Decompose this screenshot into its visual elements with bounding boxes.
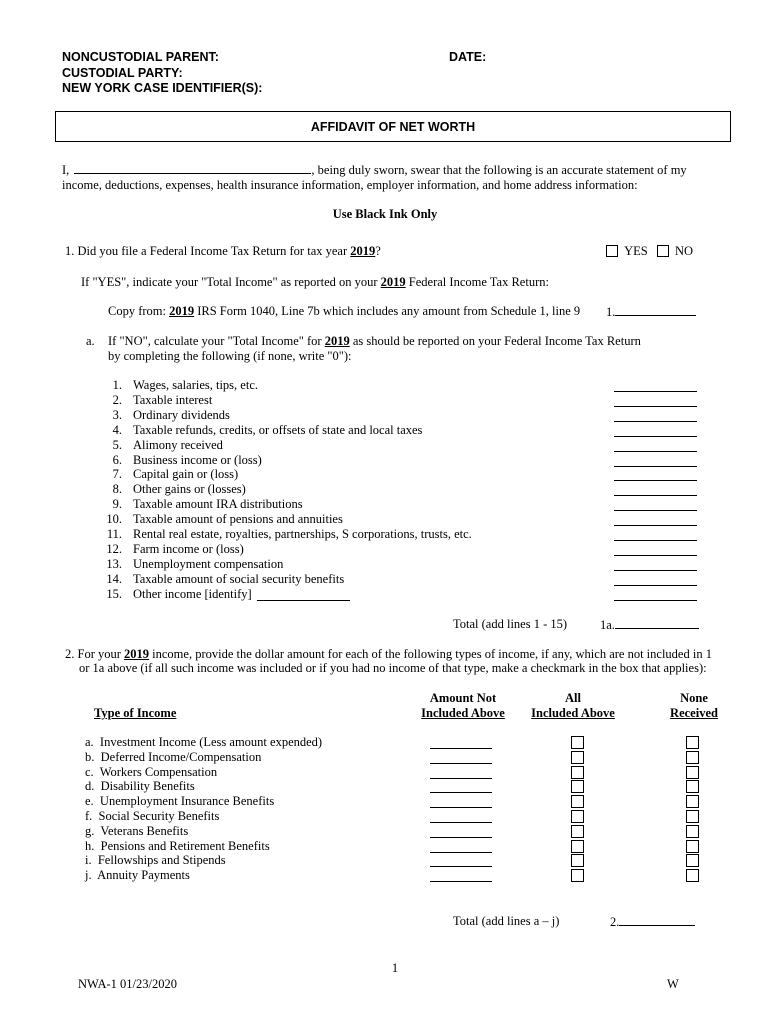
no-checkbox[interactable] [657, 245, 669, 257]
type-income-amount-field[interactable] [430, 837, 492, 838]
col-all-header-1: All [565, 691, 581, 705]
type-income-label: d. Disability Benefits [85, 779, 195, 794]
q1-text [65, 244, 381, 259]
total-1a-number: 1a. [600, 618, 615, 632]
copy-from-text [108, 304, 580, 319]
none-received-checkbox[interactable] [686, 751, 699, 764]
income-item-label: Other gains or (losses) [133, 482, 246, 497]
income-item-number: 5. [112, 437, 122, 452]
income-item-label: Taxable refunds, credits, or offsets of state and local taxes [133, 422, 423, 437]
all-included-checkbox[interactable] [571, 825, 584, 838]
income-item-number: 8. [112, 482, 122, 497]
q1-qmark: ? [375, 244, 381, 258]
line-1-number: 1. [606, 305, 616, 319]
income-item-number: 3. [112, 407, 122, 422]
q1a-pre: If "NO", calculate your "Total Income" for [108, 334, 325, 348]
income-item-number: 1. [112, 378, 122, 392]
total-1a-label: Total (add lines 1 - 15) [453, 617, 568, 631]
type-income-label: a. Investment Income (Less amount expended) [85, 735, 323, 749]
type-income-label: h. Pensions and Retirement Benefits [85, 838, 270, 853]
q1a-letter: a. [86, 334, 95, 348]
q1a-line-2: by completing the following (if none, write "0"): [108, 349, 352, 363]
type-income-amount-field[interactable] [430, 822, 492, 823]
income-item-amount-field[interactable] [614, 555, 697, 556]
income-item-amount-field[interactable] [614, 436, 697, 437]
col-none-header-1: None [680, 691, 708, 705]
type-income-amount-field[interactable] [430, 792, 492, 793]
income-item-label: Capital gain or (loss) [133, 467, 239, 482]
intro-i: I, [62, 163, 70, 177]
income-item-number: 12. [106, 541, 122, 556]
name-field[interactable] [74, 162, 311, 174]
income-item-number: 6. [112, 452, 122, 467]
income-item-amount-field[interactable] [614, 421, 697, 422]
other-income-identify-field[interactable] [257, 600, 350, 601]
income-item-number: 13. [106, 556, 122, 571]
none-received-checkbox[interactable] [686, 810, 699, 823]
income-item-number: 10. [106, 512, 122, 527]
type-income-label: g. Veterans Benefits [85, 823, 189, 838]
none-received-checkbox[interactable] [686, 795, 699, 808]
none-received-checkbox[interactable] [686, 869, 699, 882]
type-income-label: i. Fellowships and Stipends [85, 853, 226, 868]
income-item-number: 4. [112, 422, 122, 437]
all-included-checkbox[interactable] [571, 854, 584, 867]
income-item-label: Taxable amount of social security benefits [133, 571, 345, 586]
income-item-amount-field[interactable] [614, 391, 697, 392]
type-income-amount-field[interactable] [430, 881, 492, 882]
type-income-label: c. Workers Compensation [85, 764, 218, 779]
col-amount-header-2: Included Above [421, 706, 505, 720]
title-box [55, 111, 731, 142]
if-yes-pre: If "YES", indicate your "Total Income" as reported on your [81, 275, 381, 289]
income-item-label: Wages, salaries, tips, etc. [133, 378, 258, 392]
income-item-label: Rental real estate, royalties, partnerships, S corporations, trusts, etc. [133, 527, 472, 541]
income-item-number: 11. [106, 527, 122, 541]
income-item-label: Ordinary dividends [133, 407, 230, 422]
type-income-amount-field[interactable] [430, 778, 492, 779]
q1-prompt: 1. Did you file a Federal Income Tax Return for tax year [65, 244, 351, 258]
page-title: AFFIDAVIT OF NET WORTH [310, 120, 476, 134]
income-item-amount-field[interactable] [614, 525, 697, 526]
all-included-checkbox[interactable] [571, 840, 584, 853]
yes-checkbox[interactable] [606, 245, 618, 257]
all-included-checkbox[interactable] [571, 766, 584, 779]
custodial-party-label: CUSTODIAL PARTY: [62, 66, 183, 80]
q1a-post: as should be reported on your Federal Income Tax Return [349, 334, 641, 348]
no-label: NO [675, 244, 694, 258]
income-item-number: 7. [112, 467, 122, 482]
if-yes-post: Federal Income Tax Return: [405, 275, 549, 289]
col-type-header: Type of Income [94, 706, 177, 720]
income-item-label: Alimony received [133, 437, 223, 452]
q2-line-1 [65, 647, 712, 662]
intro-line-1 [62, 162, 687, 178]
q2-post: income, provide the dollar amount for each of the following types of income, if any, which are not included in 1 [149, 647, 712, 661]
income-item-number: 14. [106, 571, 122, 586]
income-item-amount-field[interactable] [614, 585, 697, 586]
income-item-amount-field[interactable] [614, 600, 697, 601]
none-received-checkbox[interactable] [686, 840, 699, 853]
income-item-number: 9. [112, 497, 122, 512]
type-income-amount-field[interactable] [430, 852, 492, 853]
income-item-label: Unemployment compensation [133, 556, 284, 571]
copy-year: 2019 [169, 304, 195, 318]
all-included-checkbox[interactable] [571, 810, 584, 823]
page-number: 1 [391, 961, 399, 975]
none-received-checkbox[interactable] [686, 780, 699, 793]
col-all-header-2: Included Above [531, 706, 615, 720]
yes-label: YES [624, 244, 648, 258]
q1-options [606, 244, 693, 259]
ink-note: Use Black Ink Only [332, 207, 438, 221]
q2-line-2: or 1a above (if all such income was included or if you had no income of that type, make a checkmark in the box that applies): [79, 661, 707, 675]
footer-mark: W [667, 977, 679, 991]
q2-year: 2019 [124, 647, 150, 661]
q2-pre: 2. For your [65, 647, 125, 661]
type-income-label: b. Deferred Income/Compensation [85, 749, 262, 764]
case-identifier-label: NEW YORK CASE IDENTIFIER(S): [62, 81, 263, 95]
none-received-checkbox[interactable] [686, 854, 699, 867]
all-included-checkbox[interactable] [571, 795, 584, 808]
income-item-label: Farm income or (loss) [133, 541, 244, 556]
col-amount-header-1: Amount Not [429, 691, 497, 705]
type-income-amount-field[interactable] [430, 748, 492, 749]
date-label: DATE: [449, 50, 487, 64]
line-1-entry [606, 304, 696, 320]
income-item-number: 15. [106, 586, 122, 601]
all-included-checkbox[interactable] [571, 751, 584, 764]
q1a-year: 2019 [324, 334, 350, 348]
line-1-field[interactable] [615, 304, 696, 316]
none-received-checkbox[interactable] [686, 825, 699, 838]
type-income-amount-field[interactable] [430, 866, 492, 867]
type-income-amount-field[interactable] [430, 807, 492, 808]
none-received-checkbox[interactable] [686, 766, 699, 779]
all-included-checkbox[interactable] [571, 736, 584, 749]
income-item-label: Other income [identify] [133, 586, 252, 601]
all-included-checkbox[interactable] [571, 780, 584, 793]
if-yes-text [81, 275, 549, 290]
copy-post: IRS Form 1040, Line 7b which includes any amount from Schedule 1, line 9 [194, 304, 581, 318]
form-id: NWA-1 01/23/2020 [78, 977, 177, 991]
income-item-label: Taxable interest [133, 392, 213, 407]
total-2-number: 2. [610, 915, 620, 929]
col-none-header-2: Received [670, 706, 718, 720]
copy-pre: Copy from: [108, 304, 170, 318]
income-item-amount-field[interactable] [614, 451, 697, 452]
income-item-amount-field[interactable] [614, 510, 697, 511]
q1-year: 2019 [350, 244, 376, 258]
income-item-amount-field[interactable] [614, 406, 697, 407]
total-1a-field[interactable] [615, 617, 699, 629]
type-income-label: f. Social Security Benefits [85, 809, 220, 823]
income-item-amount-field[interactable] [614, 480, 697, 481]
total-2-label: Total (add lines a – j) [453, 914, 560, 928]
income-item-amount-field[interactable] [614, 466, 697, 467]
noncustodial-parent-label: NONCUSTODIAL PARENT: [62, 50, 219, 64]
income-item-label: Business income or (loss) [133, 452, 262, 467]
total-2-field[interactable] [619, 914, 695, 926]
intro-line-2: income, deductions, expenses, health insurance information, employer information, and home address information: [62, 178, 638, 192]
type-income-label: j. Annuity Payments [85, 868, 190, 883]
income-item-number: 2. [112, 392, 122, 407]
type-income-amount-field[interactable] [430, 763, 492, 764]
if-yes-year: 2019 [380, 275, 406, 289]
income-item-amount-field[interactable] [614, 540, 697, 541]
intro-text-1: , being duly sworn, swear that the following is an accurate statement of my [311, 163, 687, 177]
income-item-amount-field[interactable] [614, 495, 697, 496]
type-income-label: e. Unemployment Insurance Benefits [85, 794, 275, 809]
none-received-checkbox[interactable] [686, 736, 699, 749]
total-1a-entry [600, 617, 699, 633]
income-item-label: Taxable amount of pensions and annuities [133, 512, 343, 527]
income-item-amount-field[interactable] [614, 570, 697, 571]
income-item-label: Taxable amount IRA distributions [133, 497, 303, 512]
all-included-checkbox[interactable] [571, 869, 584, 882]
total-2-entry [610, 914, 695, 930]
q1a-line-1 [108, 334, 641, 349]
